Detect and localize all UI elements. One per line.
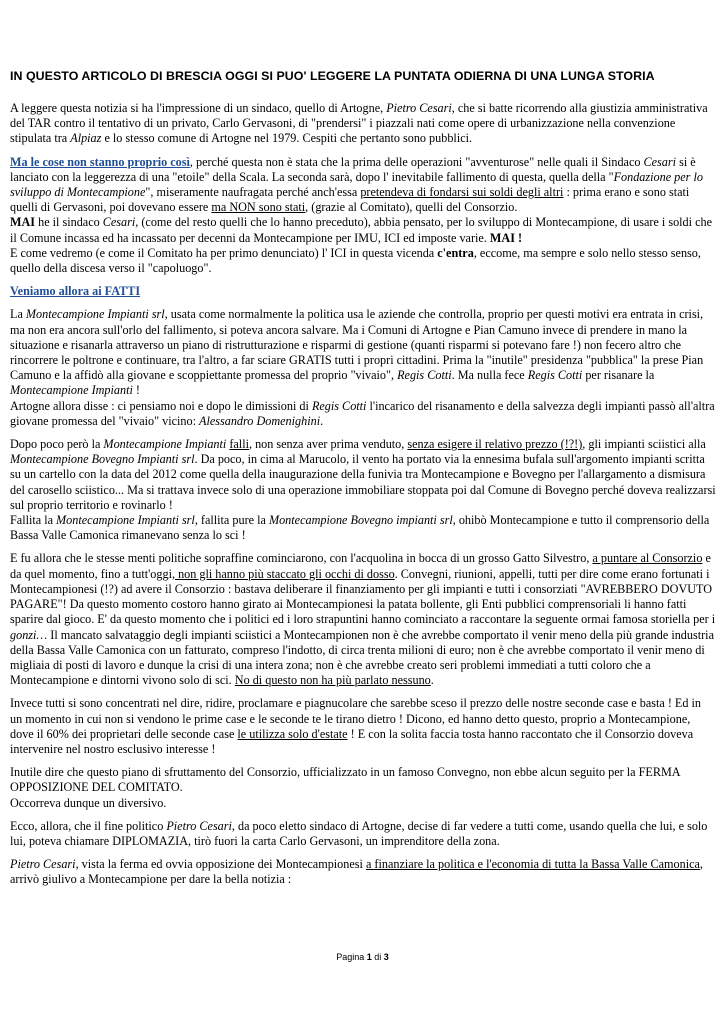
text-run: A leggere questa notizia si ha l'impressione di un sindaco, quello di Artogne,	[10, 101, 387, 115]
person-name: Cesari	[643, 154, 677, 169]
text-run: Artogne allora disse : ci pensiamo noi e dopo le dimissioni di	[10, 398, 312, 413]
paragraph-impianti	[10, 307, 716, 398]
paragraph-fallita	[10, 513, 716, 543]
text-run: !	[132, 383, 140, 398]
company-name: Montecampione Bovegno Impianti srl	[10, 452, 195, 467]
text-run: , (grazie al Comitato), quelli del Consorzio.	[305, 200, 518, 215]
person-name: Regis Cotti	[397, 368, 452, 383]
company-name: Alpiaz	[70, 131, 102, 146]
company-name: Montecampione Impianti srl	[56, 513, 195, 528]
person-name: Pietro Cesari	[10, 857, 76, 872]
person-name: Pietro Cesari	[166, 818, 232, 833]
text-run: e lo stesso comune di Artogne nel 1979. Cespiti che pertanto sono pubblici.	[101, 131, 473, 146]
text-run: , non senza aver prima venduto,	[248, 437, 408, 452]
page-label: Pagina	[336, 952, 367, 962]
paragraph-fallimento	[10, 437, 716, 513]
text-run: e da quel momento, fino a tutt'oggi	[10, 551, 711, 581]
text-run: Dopo poco però la	[10, 437, 104, 452]
company-name: Montecampione Bovegno impianti srl	[268, 513, 453, 528]
text-run: , fallita pure la	[194, 513, 269, 528]
person-name: Pietro Cesari	[386, 101, 452, 115]
company-name: Montecampione Impianti	[10, 383, 133, 398]
paragraph-notizia	[10, 857, 716, 887]
article-title: IN QUESTO ARTICOLO DI BRESCIA OGGI SI PUO' LEGGERE LA PUNTATA ODIERNA DI UNA LUNGA STORIA	[10, 69, 655, 83]
paragraph-ici	[10, 246, 716, 276]
page-of-label: di	[371, 952, 384, 962]
text-run: , (come del resto quelli che lo hanno preceduto), abbia pensato, per lo sviluppo di Montecampione, di usare i soldi che il Comune incassa ed ha incassato per decenni da Montecampione per IMU, ICI ed imposte varie.	[10, 215, 712, 245]
underlined-text: a finanziare la politica e l'economia di tutta la Bassa Valle Camonica	[365, 857, 700, 872]
text-run: , vista la ferma ed ovvia opposizione dei Montecampionesi	[75, 857, 366, 872]
paragraph-piano	[10, 765, 716, 811]
article-body	[10, 101, 716, 896]
text-run: Invece tutti si sono concentrati nel dire, ridire, proclamare e piagnucolare che sarebbe sceso il prezzo delle nostre seconde case e basta ! Ed in un momento in cui non si vendono le prime case e le seconde te le tirano dietro ! Dicono, ed hanno detto questo, proprio a Montecampione, dove il 60% dei proprietari delle seconde case	[10, 696, 701, 741]
bold-text: c'entra	[437, 245, 474, 260]
text-run: , gli impianti sciistici alla	[582, 437, 706, 452]
foundation-name: Fondazione per lo sviluppo di Montecampione	[10, 169, 703, 200]
text-run: E fu allora che le stesse menti politiche sopraffine cominciarono, con l'acquolina in bocca di un grosso Gatto Silvestro,	[10, 551, 593, 566]
underlined-text: a puntare al Consorzio	[592, 551, 703, 566]
paragraph-but	[10, 155, 716, 216]
bold-text: MAI	[10, 215, 36, 230]
underlined-text: senza esigere il relativo prezzo (!?!)	[407, 437, 583, 452]
text-run: E come vedremo (e come il Comitato ha per primo denunciato) l' ICI in questa vicenda	[10, 245, 438, 260]
text-run: ! E con la solita faccia tosta hanno raccontato che il Consorzio doveva intervenire nel nostro esclusivo interesse !	[10, 726, 694, 756]
text-run: ", miseramente naufragata perché anch'essa	[145, 185, 361, 200]
text-run: , che si batte ricorrendo alla giustizia amministrativa del TAR contro il tentativo di un privato, Carlo Gervasoni, di "prendersi" i piazzali nati come opere di urbanizzazione nella convenzione stipulata tra	[10, 101, 708, 146]
section-heading-link: Veniamo allora ai FATTI	[10, 284, 141, 299]
text-run: Il mancato salvataggio degli impianti sciistici a Montecampionen non è che avrebbe comportato il venir meno della più grande industria della Bassa Valle Camonica con un fatturato, compreso l'indotto, di circa trenta milioni di euro; non è che avrebbe comportato il venir meno di migliaia di posti di lavoro e dunque la crisi di una intera zona; non è che avrebbe creato seri problemi immediati a tutti coloro che a Montecampione e dintorni vivono solo di sci.	[10, 627, 714, 688]
paragraph-intro	[10, 101, 716, 147]
page-footer	[10, 952, 715, 962]
text-run: , da poco eletto sindaco di Artogne, decise di far vedere a tutti come, usando quella che lui, e solo lui, poteva chiamare DIPLOMAZIA, tirò fuori la carta Carlo Gervasoni, un imprenditore della zona.	[10, 818, 708, 848]
underlined-text: No di questo non ha più parlato nessuno	[234, 673, 431, 688]
bold-text: MAI !	[489, 230, 523, 245]
text-run: .	[320, 413, 324, 428]
underlined-text: , non gli hanno più staccato gli occhi di dosso	[171, 566, 395, 581]
paragraph-consorzio	[10, 551, 716, 688]
current-page-number: 1	[366, 952, 372, 962]
underlined-text: pretendeva di fondarsi sui soldi degli altri	[360, 185, 564, 200]
underlined-text: le utilizza solo d'estate	[237, 726, 348, 741]
underlined-text: ma NON sono stati	[211, 200, 306, 215]
text-run: : prima erano e sono stati quelli di Gervasoni, poi dovevano essere	[10, 185, 690, 215]
text-run: .	[430, 673, 434, 688]
section-heading	[10, 284, 716, 299]
person-name: Alessandro Domenighini	[199, 413, 321, 428]
text-run: si è lanciato con la leggerezza di una "etoile" della Scala. La seconda sarà, dopo l' inevitabile fallimento di questa, quella della "	[10, 154, 696, 184]
text-run: Ecco, allora, che il fine politico	[10, 818, 167, 833]
text-run: . Da poco, in cima al Marucolo, il vento ha portato via la ennesima bufala sull'argomento impianti scritta su un cartello con la data del 2012 come quella della inaugurazione della funivia tra Montecampione e Bovegno per l'allargamento a dismisura del carosello sciistico... Ma si trattava invece solo di una operazione immobiliare stoppata poi dal Comune di Bovegno perché doveva realizzarsi sul proprio territorio e rovinarlo !	[10, 452, 716, 512]
text-run: he il sindaco	[35, 215, 103, 230]
text-run: per risanare la	[582, 368, 655, 383]
text-run: La	[10, 307, 26, 322]
paragraph-artogne	[10, 399, 716, 429]
text-run: , ohibò Montecampione e tutto il comprensorio della Bassa Valle Camonica rimanevano senza lo sci !	[10, 513, 710, 543]
text-run: Occorreva dunque un diversivo.	[10, 795, 167, 810]
text-run: . Ma nulla fece	[451, 368, 528, 383]
company-name: Montecampione Impianti	[103, 437, 227, 452]
paragraph-never	[10, 215, 716, 245]
underlined-text: falli	[229, 437, 249, 452]
document-page	[10, 0, 716, 1024]
text-run: Fallita la	[10, 513, 57, 528]
text-run: l'incarico del risanamento e della salvezza degli impianti passò all'altra giovane promessa del "vivaio" vicino:	[10, 398, 715, 428]
text-run: , arrivò giulivo a Montecampione per dare la bella notizia :	[10, 857, 703, 887]
person-name: Regis Cotti	[311, 398, 367, 413]
person-name: Cesari	[102, 215, 136, 230]
paragraph-seconde-case	[10, 696, 716, 757]
text-run: , perché questa non è stata che la prima delle operazioni "avventurose" nelle quali il Sindaco	[189, 154, 644, 169]
text-run: , usata come normalmente la politica usa le aziende che controlla, proprio per questi motivi era entrata in crisi, ma non era ancora sull'orlo del fallimento, si poteva ancora salvare. Ma i Comuni di Artogne e Pian Camuno invece di prendere in mano la situazione e risanarla attraverso un piano di ristrutturazione e risparmi di gestione (quanti risparmi si potevano fare !) non fecero altro che rincorrere le poltrone e continuare, tra l'altro, a far sciare GRATIS tutti i propri cittadini. Prima la "inutile" presidenza "pubblica" la prese Pian Camuno e la affidò alla giovane e scoppiettante promessa del proprio "vivaio",	[10, 307, 704, 383]
company-name: Montecampione Impianti srl	[25, 307, 165, 322]
text-run: Inutile dire che questo piano di sfruttamento del Consorzio, ufficializzato in un famoso Convegno, non ebbe alcun seguito per la FERMA OPPOSIZIONE DEL COMITATO.	[10, 765, 680, 795]
paragraph-diplomazia	[10, 819, 716, 849]
text-run: , eccome, ma sempre e solo nello stesso senso, quello della discesa verso il "capoluogo".	[10, 245, 701, 276]
text-run: . Convegni, riunioni, appelli, tutti per dire come erano fortunati i Montecampionesi (!?) ad avere il Consorzio : bastava deliberare il finanziamento per gli impianti e tutti i consorziati "AVREBBERO DOVUTO PAGARE"! Da questo momento costoro hanno girato ai Montecampionesi la patata bollente, gli Enti pubblici comprensoriali li hanno fatti sparire dal gioco. E' da questo momento che i politici ed i loro strapuntini hanno cominciato a raccontare la seguente ormai famosa storiella per i	[10, 566, 716, 627]
italic-text: gonzi…	[10, 627, 48, 642]
person-name: Regis Cotti	[527, 368, 583, 383]
total-pages-number: 3	[383, 952, 389, 962]
emphasis-link: Ma le cose non stanno proprio così	[10, 154, 190, 169]
